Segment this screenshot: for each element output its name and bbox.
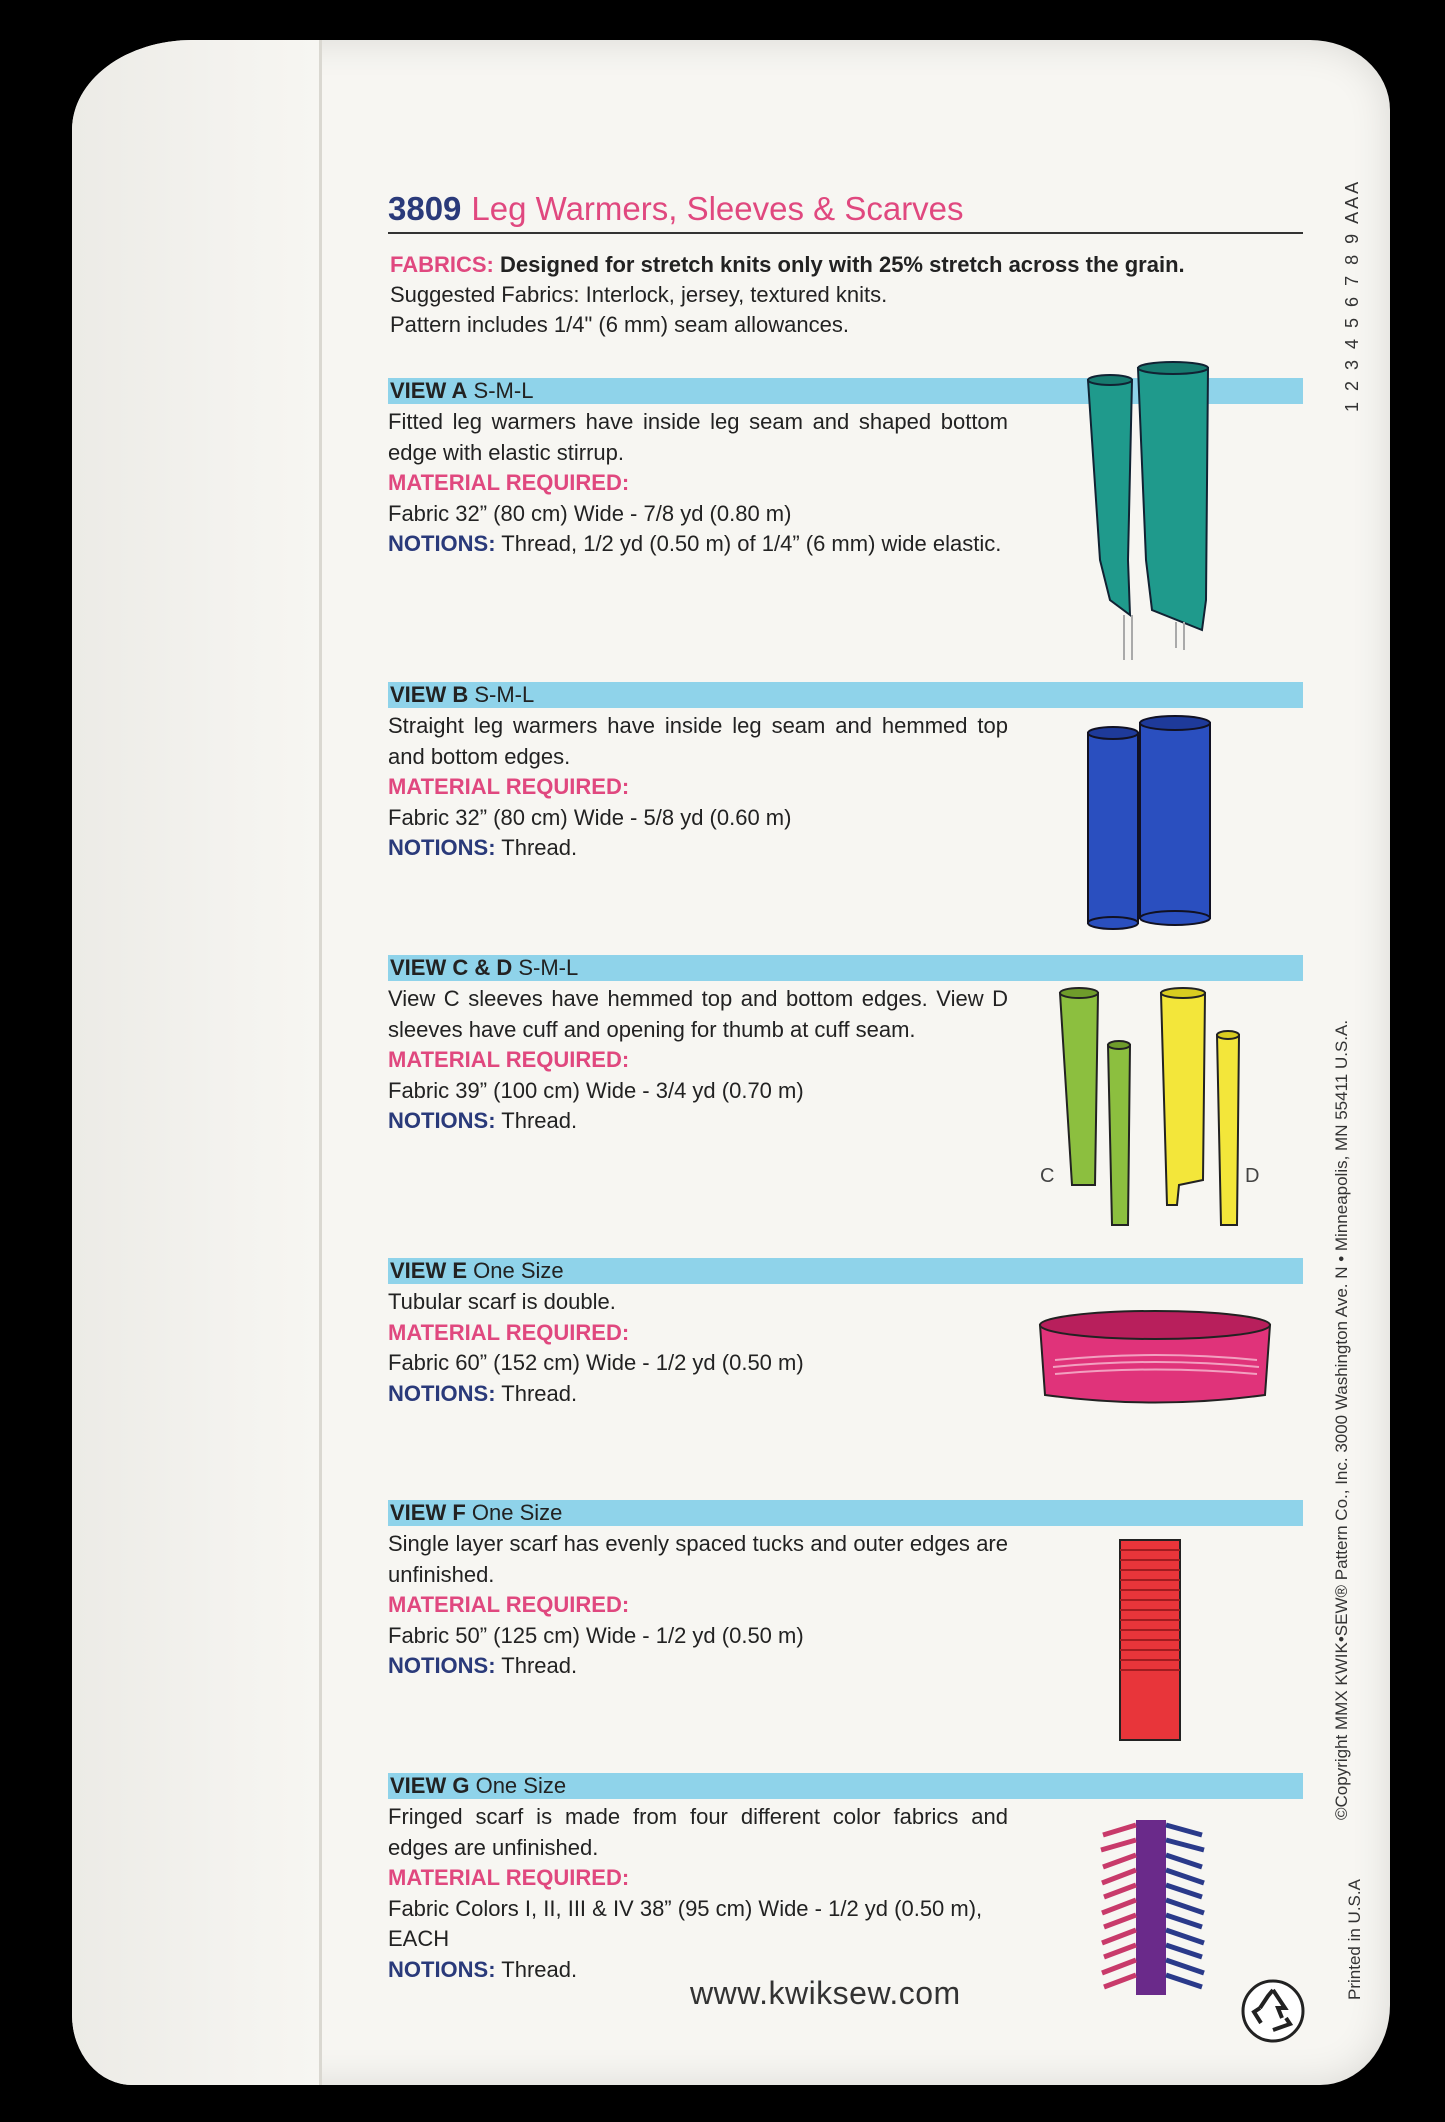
view-c-d-desc: View C sleeves have hemmed top and bottom edges. View D sleeves have cuff and opening for thumb at cuff seam.: [388, 986, 1008, 1042]
recycle-icon: [1240, 1978, 1306, 2044]
view-c-d-name: VIEW C & D: [390, 955, 513, 980]
view-e-name: VIEW E: [390, 1258, 468, 1283]
fabrics-seam: Pattern includes 1/4" (6 mm) seam allowances.: [390, 312, 850, 337]
view-g-desc: Fringed scarf is made from four different color fabrics and edges are unfinished.: [388, 1804, 1008, 1860]
label-d: D: [1245, 1165, 1260, 1187]
view-b-size: S-M-L: [474, 682, 535, 707]
view-g-size: One Size: [475, 1773, 567, 1798]
edition-numbers: 1 2 3 4 5 6 7 8 9 AAA: [1342, 178, 1362, 412]
page-title: [388, 190, 1303, 234]
leg-warmer-a-illustration: [1080, 360, 1230, 670]
printed-in-text: Printed in U.S.A: [1345, 1879, 1364, 2000]
view-g-material-label: MATERIAL REQUIRED:: [388, 1865, 630, 1890]
tucked-scarf-illustration: [1115, 1535, 1190, 1745]
view-f-desc: Single layer scarf has evenly spaced tucks and outer edges are unfinished.: [388, 1531, 1008, 1587]
view-a-notions-label: NOTIONS:: [388, 531, 496, 556]
view-b-notions-label: NOTIONS:: [388, 835, 496, 860]
view-b-name: VIEW B: [390, 682, 469, 707]
view-b-desc: Straight leg warmers have inside leg seam and hemmed top and bottom edges.: [388, 713, 1008, 769]
view-c-d-material-label: MATERIAL REQUIRED:: [388, 1047, 630, 1072]
fabrics-suggested: Suggested Fabrics: Interlock, jersey, textured knits.: [390, 282, 888, 307]
website-link[interactable]: www.kwiksew.com: [690, 1975, 961, 2011]
view-g-notions-label: NOTIONS:: [388, 1956, 496, 1982]
view-f-name: VIEW F: [390, 1500, 466, 1525]
view-b-bar: [388, 682, 1303, 708]
view-f-material: Fabric 50” (125 cm) Wide - 1/2 yd (0.50 m): [388, 1622, 804, 1648]
view-b-material-label: MATERIAL REQUIRED:: [388, 774, 630, 799]
fabrics-lead: Designed for stretch knits only with 25% stretch across the grain.: [500, 252, 1185, 277]
view-f-notions-label: NOTIONS:: [388, 1653, 496, 1678]
view-a-desc: Fitted leg warmers have inside leg seam and shaped bottom edge with elastic stirrup.: [388, 409, 1008, 465]
view-c-d-notions: Thread.: [501, 1108, 578, 1133]
view-c-d-size: S-M-L: [518, 955, 579, 980]
view-e-notions-label: NOTIONS:: [388, 1380, 496, 1406]
view-a-size: S-M-L: [473, 378, 534, 403]
view-e-bar: [388, 1258, 1303, 1284]
view-c-d-bar: [388, 955, 1303, 981]
view-a-material-label: MATERIAL REQUIRED:: [388, 470, 630, 495]
view-a-notions: Thread, 1/2 yd (0.50 m) of 1/4” (6 mm) wide elastic.: [501, 531, 1002, 556]
view-g-material: Fabric Colors I, II, III & IV 38” (95 cm) Wide - 1/2 yd (0.50 m), EACH: [388, 1895, 983, 1951]
view-f-size: One Size: [471, 1500, 563, 1525]
envelope-flap: [72, 40, 322, 2085]
copyright-text: ©Copyright MMX KWIK•SEW® Pattern Co., Inc. 3000 Washington Ave. N • Minneapolis, MN 55411 U.S.A.: [1332, 1019, 1351, 1820]
label-c: C: [1040, 1165, 1055, 1187]
view-g-bar: [388, 1773, 1303, 1799]
view-e-size: One Size: [473, 1258, 564, 1283]
view-g-name: VIEW G: [390, 1773, 470, 1798]
fabrics-label: FABRICS:: [390, 252, 494, 277]
view-a-material: Fabric 32” (80 cm) Wide - 7/8 yd (0.80 m): [388, 500, 792, 526]
view-e-material: Fabric 60” (152 cm) Wide - 1/2 yd (0.50 m): [388, 1350, 804, 1375]
view-f-bar: [388, 1500, 1303, 1526]
view-f-material-label: MATERIAL REQUIRED:: [388, 1592, 630, 1617]
fringed-scarf-illustration: [1098, 1815, 1208, 2000]
view-b-material: Fabric 32” (80 cm) Wide - 5/8 yd (0.60 m): [388, 804, 792, 830]
view-c-d-notions-label: NOTIONS:: [388, 1108, 496, 1133]
view-b-notions: Thread.: [501, 835, 578, 860]
view-e-notions: Thread.: [501, 1380, 578, 1406]
sleeves-d-illustration: [1155, 985, 1275, 1235]
leg-warmer-b-illustration: [1080, 715, 1230, 935]
pattern-number: 3809: [388, 190, 462, 227]
view-g-notions: Thread.: [501, 1956, 578, 1982]
view-f-notions: Thread.: [501, 1653, 578, 1678]
view-e-desc: Tubular scarf is double.: [388, 1289, 616, 1314]
view-c-d-material: Fabric 39” (100 cm) Wide - 3/4 yd (0.70 m): [388, 1077, 804, 1103]
view-e-material-label: MATERIAL REQUIRED:: [388, 1319, 630, 1345]
tubular-scarf-illustration: [1035, 1305, 1275, 1410]
view-a-name: VIEW A: [390, 378, 468, 403]
pattern-title: Leg Warmers, Sleeves & Scarves: [471, 190, 964, 227]
fabrics-section: [390, 250, 1320, 340]
